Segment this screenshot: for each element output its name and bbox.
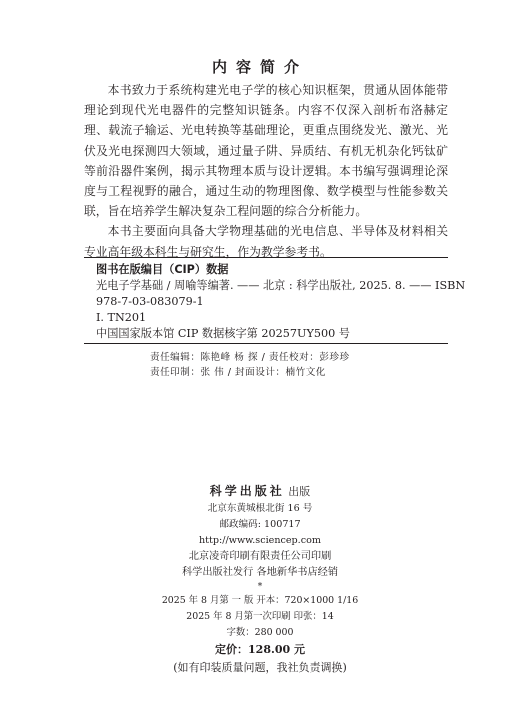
printing-info: 2025 年 8 月第一次印刷 印张：14 <box>186 611 334 622</box>
postcode: 邮政编码: 100717 <box>219 519 301 530</box>
credits-line: 责任编辑：陈艳峰 杨 探 / 责任校对：彭珍珍 <box>150 352 350 363</box>
cip-line: Ⅰ. TN201 <box>96 311 147 324</box>
cip-top-divider <box>84 257 448 258</box>
summary-paragraph-2: 本书主要面向具备大学物理基础的光电信息、半导体及材料相关专业高年级本科生与研究生，作为教学参考书。 <box>84 224 448 259</box>
cip-line: 978-7-03-083079-1 <box>96 295 204 308</box>
cip-line: 中国国家版本馆 CIP 数据核字第 20257UY500 号 <box>96 327 350 340</box>
cip-data-block <box>96 262 466 342</box>
publication-info <box>0 482 520 677</box>
cip-bottom-divider <box>84 343 448 344</box>
publisher-suffix: 出版 <box>288 485 311 498</box>
publisher-line <box>0 482 520 501</box>
credits-block <box>150 350 450 380</box>
credits-line: 责任印制：张 伟 / 封面设计：楠竹文化 <box>150 367 326 378</box>
summary-paragraph-1: 本书致力于系统构建光电子学的核心知识框架，贯通从固体能带理论到现代光电器件的完整知识链条。内容不仅深入剖析布洛赫定理、载流子输运、光电转换等基础理论，更重点围绕发光、激光、光伏及光电探测四大领域，通过量子阱、异质结、有机无机杂化钙钛矿等前沿器件案例，揭示其物理本质与设计逻辑。本书编写强调理论深度与工程视野的融合，通过生动的物理图像、数学模型与性能参数关联，旨在培养学生解决复杂工程问题的综合分析能力。 <box>84 83 448 219</box>
printer: 北京凌奇印刷有限责任公司印刷 <box>188 551 332 562</box>
quality-notice: (如有印装质量问题，我社负责调换) <box>173 661 347 674</box>
publisher-name: 科学出版社 <box>209 484 285 498</box>
page-title: 内容简介 <box>211 58 308 76</box>
distribution: 科学出版社发行 各地新华书店经销 <box>181 567 339 578</box>
word-count: 字数：280 000 <box>226 627 294 638</box>
content-summary <box>84 80 448 262</box>
price: 定价：128.00 元 <box>215 643 305 656</box>
cip-line: 光电子学基础 / 周喻等编著. —— 北京 : 科学出版社, 2025. 8. —— ISBN <box>96 279 466 292</box>
website: http://www.sciencep.com <box>199 535 321 546</box>
publisher-address: 北京东黄城根北街 16 号 <box>207 503 313 514</box>
cip-heading: 图书在版编目（CIP）数据 <box>96 263 229 276</box>
edition-info: 2025 年 8 月第 一 版 开本：720×1000 1/16 <box>161 595 359 606</box>
separator-star: * <box>257 582 263 592</box>
